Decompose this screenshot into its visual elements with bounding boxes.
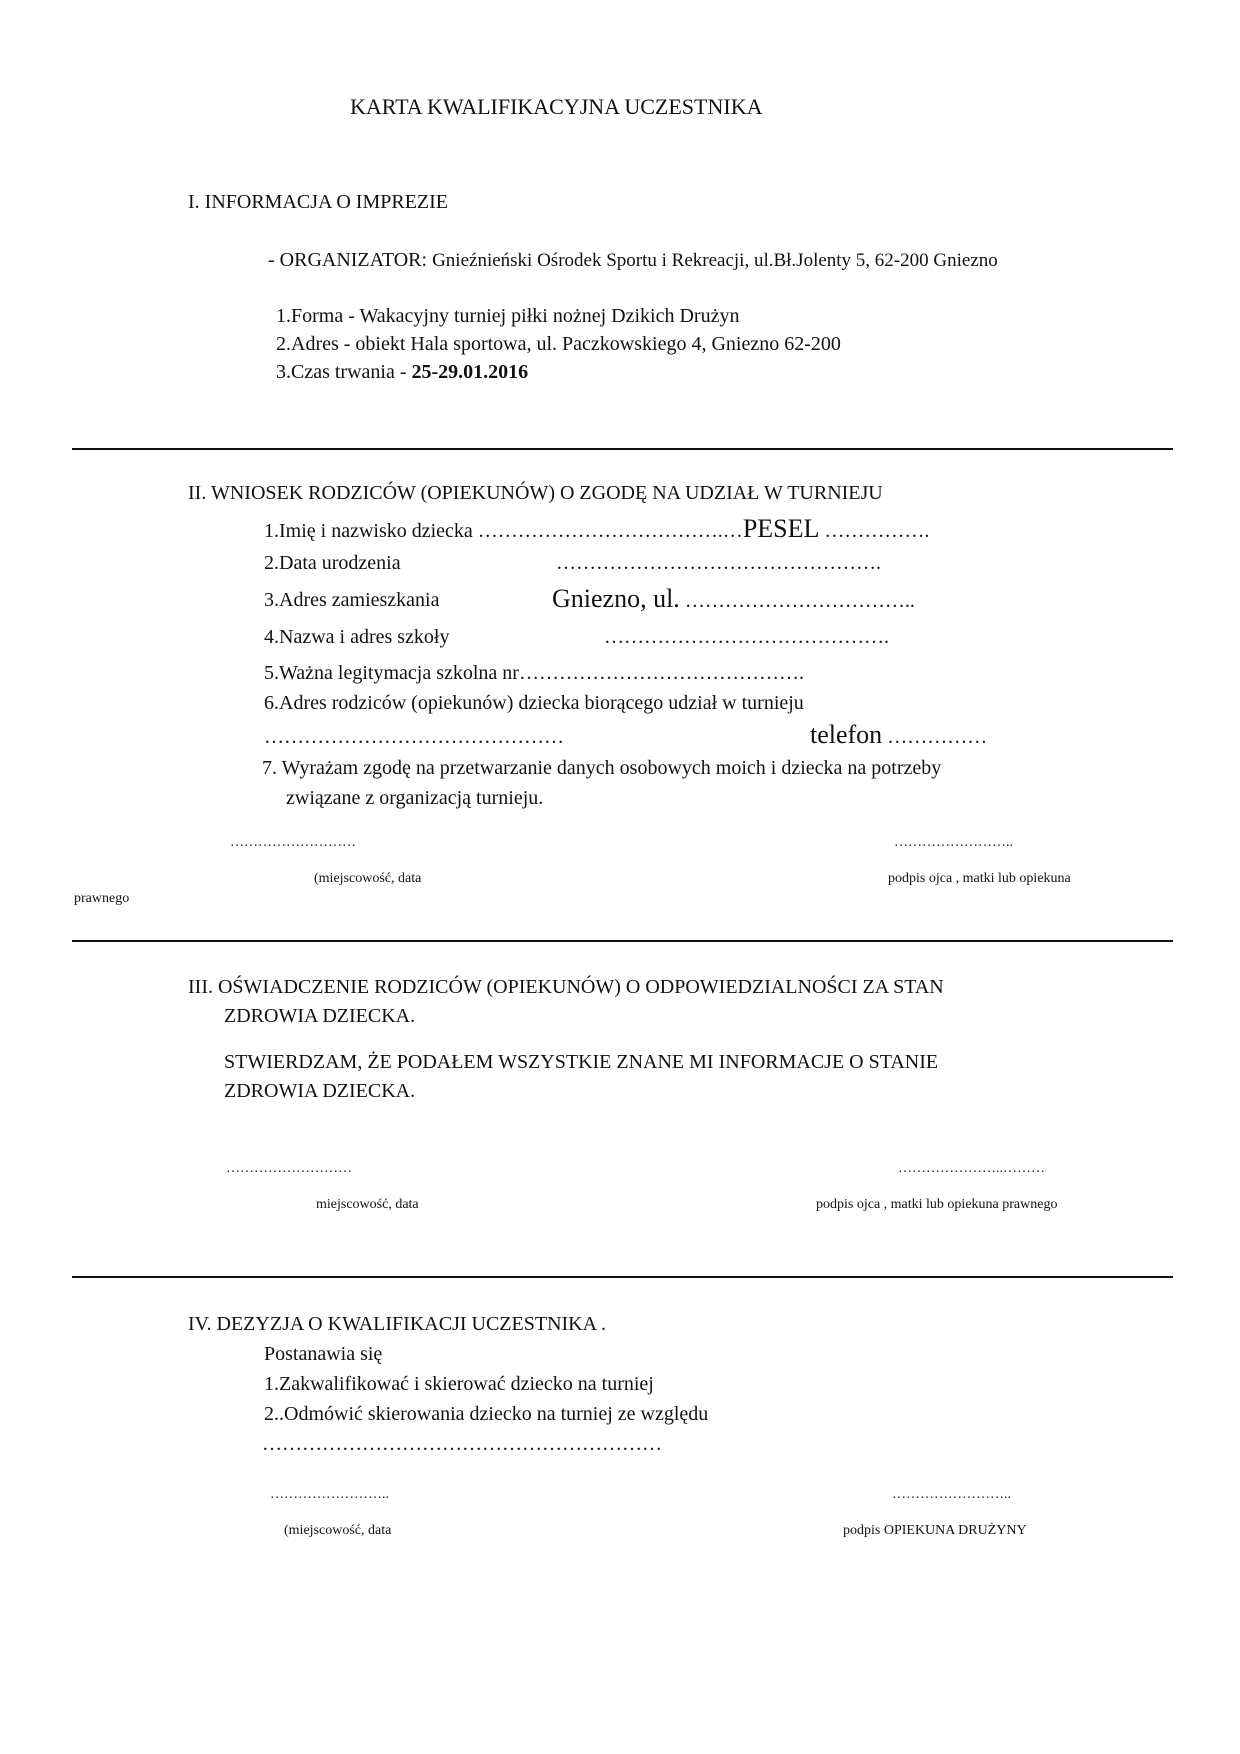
- decision-signature-dots[interactable]: ……………………..: [892, 1487, 1011, 1502]
- duration-label: 3.Czas trwania -: [276, 361, 412, 383]
- address-city-value: Gniezno, ul.: [552, 584, 680, 613]
- address-label: 3.Adres zamieszkania: [264, 589, 440, 611]
- pesel-label: PESEL: [742, 514, 820, 543]
- parents-address-field[interactable]: ………………………………………: [264, 726, 564, 748]
- info-item-adres: 2.Adres - obiekt Hala sportowa, ul. Paczkowskiego 4, Gniezno 62-200: [276, 333, 841, 355]
- birth-date-field[interactable]: ………………………………………….: [556, 552, 881, 574]
- address-dots: ……………………………..: [679, 590, 915, 612]
- health-statement-line-2: ZDROWIA DZIECKA.: [224, 1080, 416, 1102]
- signature-parent-dots[interactable]: ……………………..: [894, 835, 1013, 850]
- signature-place-date-dots[interactable]: ………………………: [230, 835, 356, 850]
- section-2-heading: II. WNIOSEK RODZICÓW (OPIEKUNÓW) O ZGODĘ NA UDZIAŁ W TURNIEJU: [188, 482, 883, 504]
- phone-field[interactable]: [810, 722, 987, 748]
- phone-label: telefon: [810, 720, 883, 749]
- child-name-label: 1.Imię i nazwisko dziecka ……………………………….…: [264, 520, 743, 542]
- consent-line-2: związane z organizacją turnieju.: [286, 787, 544, 809]
- student-id-field[interactable]: 5.Ważna legitymacja szkolna nr…………………………………….: [264, 662, 804, 684]
- info-item-czas: [276, 362, 528, 382]
- duration-value: 25-29.01.2016: [411, 361, 529, 383]
- decision-option-refuse[interactable]: 2..Odmówić skierowania dziecko na turniej ze względu: [264, 1403, 709, 1425]
- consent-line-1: 7. Wyrażam zgodę na przetwarzanie danych osobowych moich i dziecka na potrzeby: [262, 757, 942, 779]
- school-label: 4.Nazwa i adres szkoły: [264, 626, 450, 648]
- school-field[interactable]: …………………………………….: [604, 626, 889, 648]
- organizer-prefix: - ORGANIZATOR:: [268, 249, 428, 271]
- section-divider-3: [72, 1276, 1173, 1278]
- birth-date-label: 2.Data urodzenia: [264, 552, 401, 574]
- health-signature-dots[interactable]: …………………..………: [898, 1161, 1045, 1176]
- decision-option-qualify[interactable]: 1.Zakwalifikować i skierować dziecko na turniej: [264, 1373, 654, 1395]
- decision-place-date-dots[interactable]: ……………………..: [270, 1487, 389, 1502]
- refusal-reason-field[interactable]: ……………………………………………………: [262, 1433, 662, 1455]
- decision-place-date-label: (miejscowość, data: [284, 1523, 392, 1538]
- health-place-date-label: miejscowość, data: [316, 1197, 419, 1212]
- phone-dots: ……………: [882, 726, 988, 748]
- section-3-heading-line-1: III. OŚWIADCZENIE RODZICÓW (OPIEKUNÓW) O ODPOWIEDZIALNOŚCI ZA STAN: [188, 976, 944, 998]
- section-1-heading: I. INFORMACJA O IMPREZIE: [188, 191, 449, 213]
- decision-intro: Postanawia się: [264, 1343, 383, 1365]
- health-statement-line-1: STWIERDZAM, ŻE PODAŁEM WSZYSTKIE ZNANE MI INFORMACJE O STANIE: [224, 1051, 939, 1073]
- decision-signature-label: podpis OPIEKUNA DRUŻYNY: [843, 1523, 1027, 1538]
- organizer-text: Gnieźnieński Ośrodek Sportu i Rekreacji, ul.Bł.Jolenty 5, 62-200 Gniezno: [432, 250, 998, 271]
- section-divider-1: [72, 448, 1173, 450]
- parents-address-label: 6.Adres rodziców (opiekunów) dziecka biorącego udział w turnieju: [264, 692, 804, 714]
- page-title: KARTA KWALIFIKACYJNA UCZESTNIKA: [350, 94, 763, 119]
- health-place-date-dots[interactable]: ………………………: [226, 1161, 352, 1176]
- signature-parent-label: podpis ojca , matki lub opiekuna: [888, 871, 1071, 886]
- health-signature-label: podpis ojca , matki lub opiekuna prawnego: [816, 1197, 1058, 1212]
- organizer-line: [268, 250, 998, 270]
- info-item-forma: 1.Forma - Wakacyjny turniej piłki nożnej Dzikich Drużyn: [276, 305, 740, 327]
- signature-place-date-label: (miejscowość, data: [314, 871, 422, 886]
- address-field[interactable]: [552, 586, 915, 612]
- section-divider-2: [72, 940, 1173, 942]
- pesel-dots: …………….: [819, 520, 930, 542]
- signature-parent-label-cont: prawnego: [74, 891, 130, 906]
- field-child-name[interactable]: [264, 516, 929, 542]
- section-4-heading: IV. DEZYZJA O KWALIFIKACJI UCZESTNIKA .: [188, 1313, 606, 1335]
- section-3-heading-line-2: ZDROWIA DZIECKA.: [224, 1005, 416, 1027]
